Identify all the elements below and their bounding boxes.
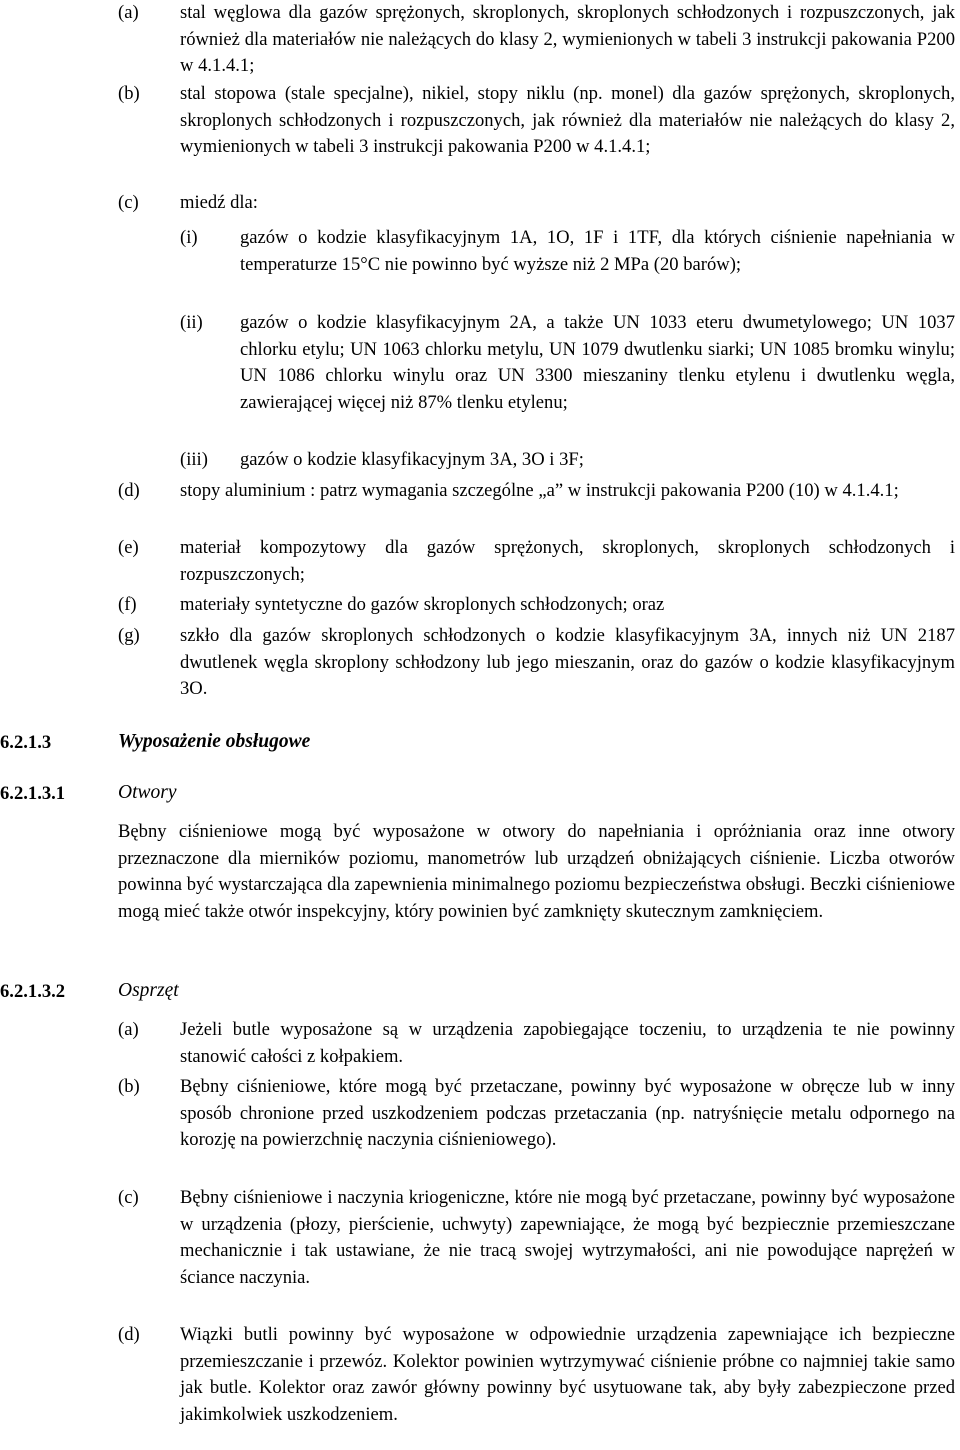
list-item-text: Bębny ciśnieniowe, które mogą być przetaczane, powinny być wyposażone w obręcze lub w inny sposób chronione przed uszkodzeniem podczas przetaczania (np. natryśnięcie metalu odpornego na korozję na powierzchnię naczynia ciśnieniowego). (180, 1076, 955, 1151)
section-number: 6.2.1.3.2 (0, 981, 66, 1002)
list-item-label: (d) (118, 1324, 140, 1345)
sublist-item-text: gazów o kodzie klasyfikacyjnym 2A, a także UN 1033 eteru dwumetylowego; UN 1037 chlorku etylu; UN 1063 chlorku metylu, UN 1079 dwutlenku siarki; UN 1085 bromku winylu; UN 1086 chlorku winylu oraz UN 3300 mieszaniny tlenku etylenu i dwutlenku węgla, zawierającej więcej niż 87% tlenku etylenu; (240, 312, 955, 413)
list-item-label: (a) (118, 2, 139, 23)
sublist-item-text: gazów o kodzie klasyfikacyjnym 1A, 1O, 1F i 1TF, dla których ciśnienie napełniania w temperaturze 15°C nie powinno być wyższe niż 2 MPa (20 barów); (240, 227, 955, 275)
list-item-text: miedź dla: (180, 192, 258, 213)
list-item-text: stal stopowa (stale specjalne), nikiel, stopy niklu (np. monel) dla gazów sprężonych, skroplonych, skroplonych schłodzonych i rozpuszczonych, jak również dla materiałów nie należących do klasy 2, wymienionych w tabeli 3 instrukcji pakowania P200 w 4.1.4.1; (180, 83, 955, 158)
sublist-item-text: gazów o kodzie klasyfikacyjnym 3A, 3O i 3F; (240, 449, 584, 470)
sublist-item-label: (iii) (180, 449, 208, 470)
list-item-text: stopy aluminium : patrz wymagania szczególne „a” w instrukcji pakowania P200 (10) w 4.1.4.1; (180, 480, 899, 501)
list-item-label: (b) (118, 83, 140, 104)
section-number: 6.2.1.3 (0, 732, 52, 753)
list-item-label: (g) (118, 625, 140, 646)
list-item-label: (d) (118, 480, 140, 501)
list-item-label: (f) (118, 594, 137, 615)
section-number: 6.2.1.3.1 (0, 783, 66, 804)
sublist-item-label: (i) (180, 227, 198, 248)
list-item-label: (b) (118, 1076, 140, 1097)
list-item-text: stal węglowa dla gazów sprężonych, skroplonych, skroplonych schłodzonych i rozpuszczonych, jak również dla materiałów nie należących do klasy 2, wymienionych w tabeli 3 instrukcji pakowania P200 w 4.1.4.1; (180, 2, 955, 77)
sublist-item-label: (ii) (180, 312, 203, 333)
list-item-text: Bębny ciśnieniowe i naczynia kriogeniczne, które nie mogą być przetaczane, powinny być wyposażone w urządzenia (płozy, pierścienie, uchwyty) zapewniające, że mogą być bezpiecznie przemieszczane mechanicznie i tak ustawiane, że nie tracą swojej wytrzymałości, ani nie powodujące naprężeń w ściance naczynia. (180, 1187, 955, 1288)
list-item-label: (a) (118, 1019, 139, 1040)
section-title: Otwory (118, 782, 177, 803)
list-item-label: (c) (118, 192, 139, 213)
list-item-text: materiał kompozytowy dla gazów sprężonych, skroplonych, skroplonych schłodzonych i rozpuszczonych; (180, 537, 955, 585)
list-item-label: (c) (118, 1187, 139, 1208)
list-item-text: Jeżeli butle wyposażone są w urządzenia zapobiegające toczeniu, to urządzenia te nie powinny stanowić całości z kołpakiem. (180, 1019, 955, 1067)
list-item-label: (e) (118, 537, 139, 558)
list-item-text: szkło dla gazów skroplonych schłodzonych o kodzie klasyfikacyjnym 3A, innych niż UN 2187 dwutlenek węgla skroplony schłodzony lub jego mieszanin, oraz do gazów o kodzie klasyfikacyjnym 3O. (180, 625, 955, 700)
otwory-paragraph: Bębny ciśnieniowe mogą być wyposażone w otwory do napełniania i opróżniania oraz inne otwory przeznaczone dla mierników poziomu, manometrów lub urządzeń obniżających ciśnienie. Liczba otworów powinna być wystarczająca dla zapewnienia minimalnego poziomu bezpieczeństwa obsługi. Beczki ciśnieniowe mogą mieć także otwór inspekcyjny, który powinien być zamknięty skutecznym zamknięciem. (118, 821, 955, 922)
section-title: Osprzęt (118, 980, 179, 1001)
list-item-text: materiały syntetyczne do gazów skroplonych schłodzonych; oraz (180, 594, 665, 615)
list-item-text: Wiązki butli powinny być wyposażone w odpowiednie urządzenia zapewniające ich bezpieczne przemieszczanie i przewóz. Kolektor powinien wytrzymywać ciśnienie próbne co najmniej takie samo jak butle. Kolektor oraz zawór główny powinny być usytuowane tak, aby były zabezpieczone przed jakimkolwiek uszkodzeniem. (180, 1324, 955, 1425)
section-title: Wyposażenie obsługowe (118, 731, 311, 752)
